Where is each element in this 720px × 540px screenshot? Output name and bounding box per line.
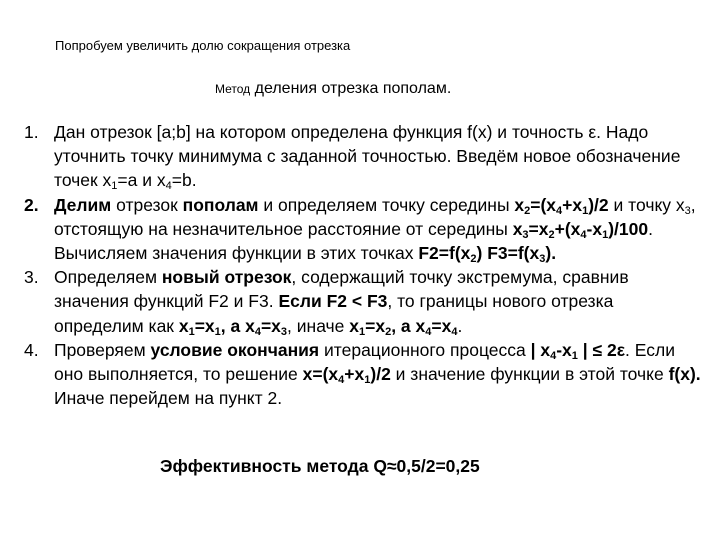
- item-text: новый отрезок: [161, 267, 292, 288]
- subscript: 4: [165, 180, 172, 193]
- formula-text: x: [178, 315, 189, 336]
- item-text: отрезок: [111, 194, 183, 215]
- item-text: условие окончания: [150, 339, 320, 360]
- item-text: Дан отрезок [a;b] на котором определена функция f(x) и точность ε. Надо уточнить точку минимума с заданной точностью. Введём новое обозначение точек x: [54, 122, 681, 191]
- formula-case-two: [349, 316, 457, 336]
- formula-text: ) F3=f(x: [476, 243, 540, 264]
- subscript: 2: [548, 228, 555, 241]
- subscript: 4: [425, 325, 432, 338]
- formula-text: =x: [260, 315, 281, 336]
- subscript: 1: [359, 325, 366, 338]
- item-text: и точку x: [608, 194, 685, 215]
- formula-function: f(x).: [668, 364, 701, 385]
- subscript: 3: [280, 325, 288, 338]
- formula-text: +x: [562, 194, 583, 215]
- formula-stop-condition: [531, 340, 625, 360]
- subscript: 2: [524, 204, 531, 217]
- list-item: [24, 193, 704, 266]
- formula-text: , а x: [391, 315, 426, 336]
- condition-text: Если F2 < F3: [278, 291, 388, 312]
- formula-text: -x: [556, 339, 572, 360]
- formula-text: | ≤ 2ε: [577, 339, 626, 360]
- formula-solution: [302, 364, 391, 387]
- formula-text: =x: [194, 315, 215, 336]
- formula-text: -x: [586, 218, 603, 239]
- subscript: 3: [539, 253, 546, 266]
- formula-text: F2=f(x: [418, 243, 471, 264]
- item-text: Проверяем: [54, 339, 151, 360]
- formula-text: )/100: [608, 218, 649, 239]
- item-number: 1.: [24, 122, 39, 142]
- item-text: =b.: [171, 170, 197, 191]
- item-number: 4.: [24, 339, 39, 360]
- list-item: [24, 120, 704, 193]
- item-text: =a и x: [117, 170, 166, 191]
- formula-text: x: [512, 218, 523, 239]
- formula-function-values: [418, 243, 557, 266]
- item-text: , отстоящую на незначительное расстояние от середины: [54, 194, 696, 239]
- subscript: 4: [451, 325, 458, 338]
- formula-text: , а x: [220, 315, 255, 336]
- item-text: и определяем точку середины: [258, 194, 515, 215]
- formula-text: x: [349, 315, 359, 336]
- item-number: 2.: [24, 194, 39, 215]
- subscript: 1: [582, 204, 589, 217]
- steps-list: [24, 120, 704, 410]
- subscript: 1: [214, 325, 221, 338]
- list-item: [24, 338, 704, 411]
- intro-text: Попробуем увеличить долю сокращения отрезка: [55, 38, 351, 53]
- heading-prefix: Метод: [215, 82, 251, 96]
- formula-midpoint: [514, 195, 608, 215]
- item-text: итерационного процесса: [319, 339, 531, 360]
- formula-text: =x: [528, 218, 549, 239]
- item-text: .: [457, 315, 463, 336]
- subscript: 4: [580, 228, 587, 241]
- list-item: [24, 265, 704, 338]
- item-text: , то границы нового отрезка определим как: [54, 291, 614, 336]
- formula-text: )/2: [588, 194, 609, 215]
- formula-text: =x: [431, 315, 452, 336]
- formula-text: ).: [545, 243, 557, 264]
- subscript: 4: [556, 204, 563, 217]
- formula-text: =x: [365, 315, 386, 336]
- formula-text: | x: [530, 339, 551, 360]
- subscript: 4: [550, 349, 557, 362]
- formula-text: +x: [344, 364, 365, 385]
- formula-text: )/2: [370, 364, 391, 385]
- slide-heading: [215, 80, 451, 98]
- subscript: 4: [338, 374, 345, 387]
- formula-text: +(x: [554, 218, 581, 239]
- subscript: 1: [111, 180, 118, 193]
- formula-offset-point: [513, 219, 648, 239]
- heading-suffix: .: [446, 80, 452, 97]
- item-text: Делим: [54, 194, 112, 215]
- item-text: Определяем: [54, 267, 162, 288]
- item-text: пополам: [182, 194, 259, 215]
- subscript: 3: [684, 204, 691, 217]
- formula-text: x=(x: [302, 364, 339, 385]
- subscript: 1: [188, 325, 195, 338]
- subscript: 1: [364, 374, 371, 387]
- formula-text: =(x: [530, 194, 557, 215]
- item-text: . Если оно выполняется, то решение: [54, 339, 675, 385]
- item-text: Иначе перейдем на пункт 2.: [54, 388, 283, 409]
- item-text: , содержащий точку экстремума, сравнив значения функций F2 и F3.: [54, 267, 629, 312]
- formula-case-one: [179, 316, 287, 336]
- formula-text: x: [514, 194, 525, 215]
- subscript: 1: [571, 349, 578, 362]
- subscript: 3: [522, 228, 529, 241]
- item-text: . Вычисляем значения функции в этих точках: [54, 218, 653, 264]
- efficiency-text: Эффективность метода Q≈0,5/2=0,25: [160, 456, 480, 476]
- item-text: и значение функции в этой точке: [390, 364, 669, 385]
- heading-main: деления отрезка пополам: [254, 80, 447, 97]
- subscript: 4: [254, 325, 261, 338]
- subscript: 1: [602, 228, 609, 241]
- item-text: , иначе: [287, 315, 350, 336]
- item-number: 3.: [24, 267, 39, 288]
- subscript: 2: [385, 325, 392, 338]
- subscript: 2: [470, 253, 477, 266]
